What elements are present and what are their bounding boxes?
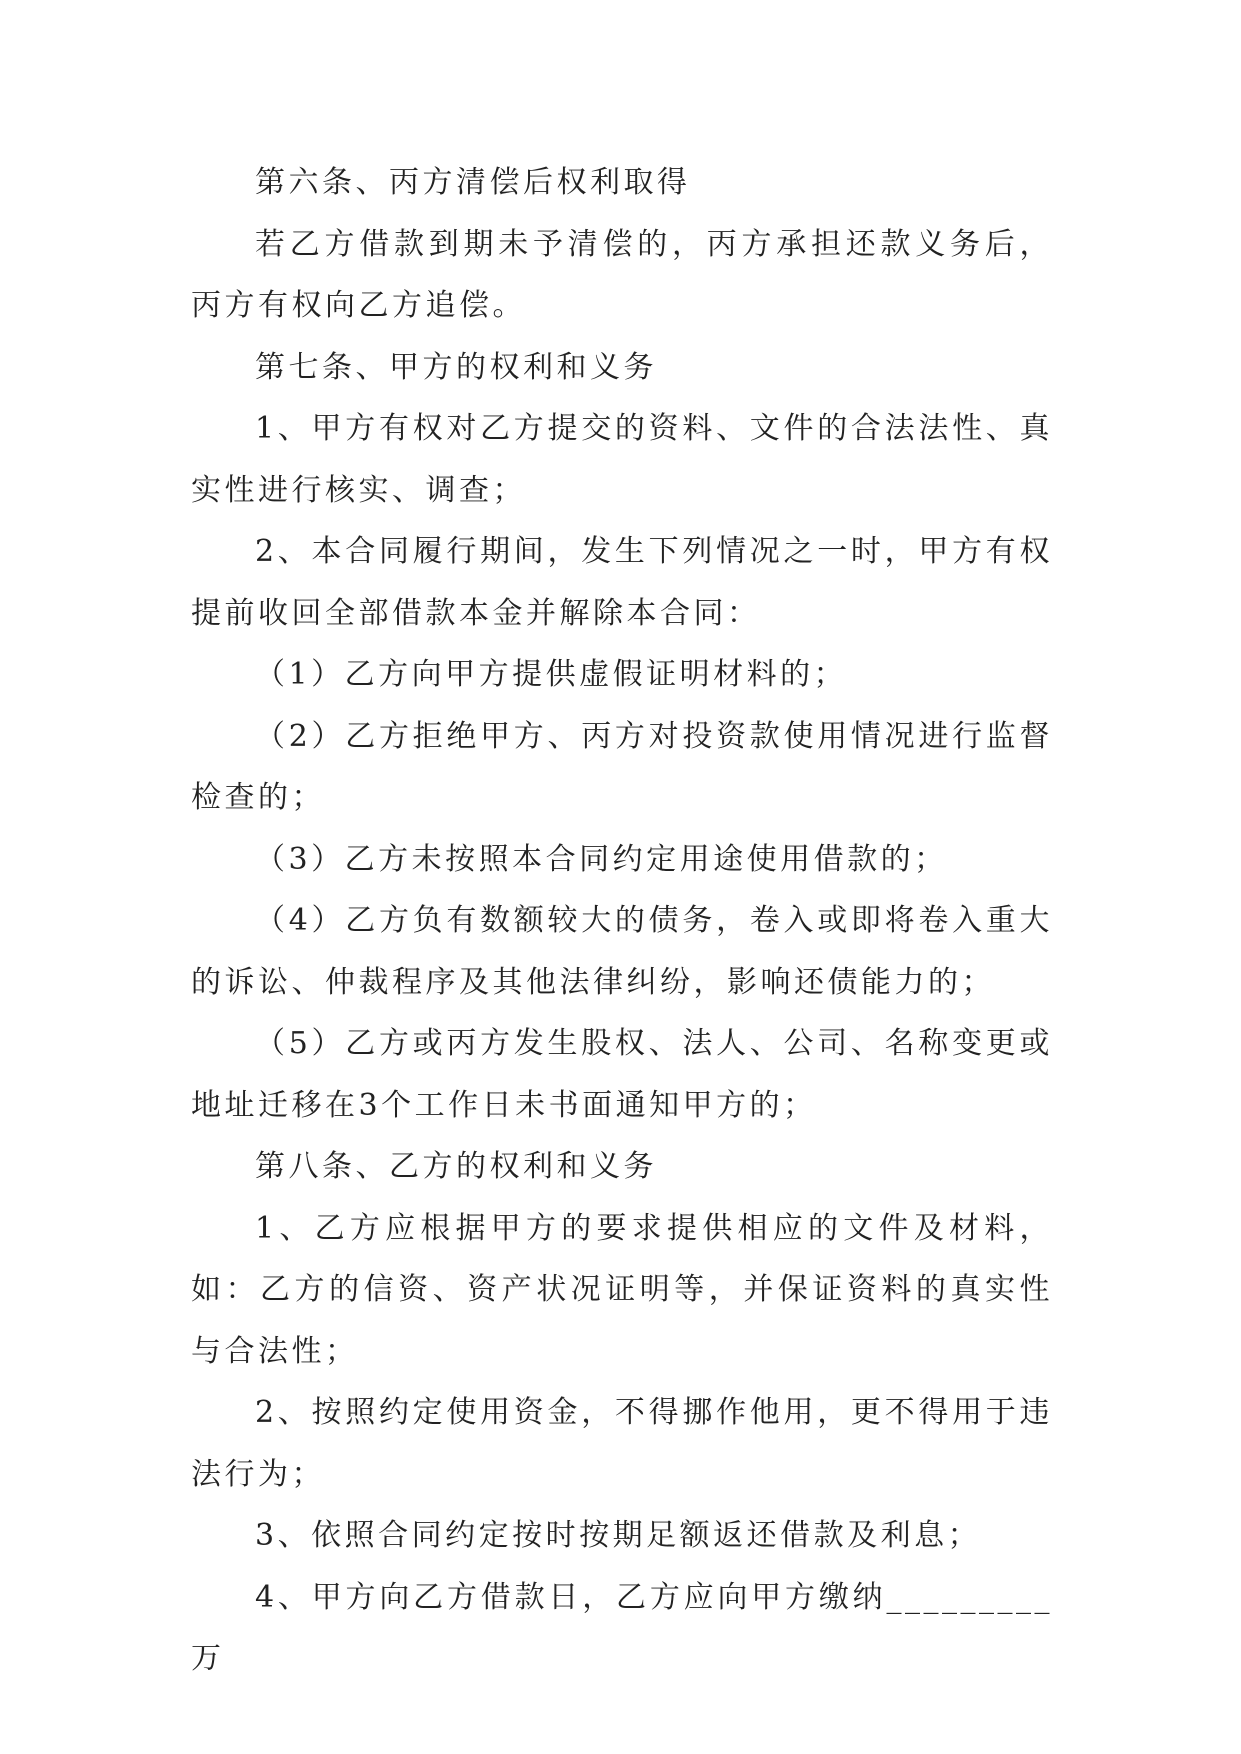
article-8-item-3: 3、依照合同约定按时按期足额返还借款及利息； [255, 1518, 982, 1553]
article-7-subitem-3: （3）乙方未按照本合同约定用途使用借款的； [255, 841, 948, 877]
contract-body [191, 152, 1053, 1690]
article-7-item-1: 1、甲方有权对乙方提交的资料、文件的合法法性、真实性进行核实、调查； [191, 411, 1053, 508]
article-7-subitem-5: （5）乙方或丙方发生股权、法人、公司、名称变更或地址迁移在3个工作日未书面通知甲方的； [191, 1026, 1053, 1123]
article-6-clause: 若乙方借款到期未予清偿的，丙方承担还款义务后，丙方有权向乙方追偿。 [191, 226, 1053, 323]
article-7-heading: 第七条、甲方的权利和义务 [255, 349, 657, 385]
article-7-subitem-4: （4）乙方负有数额较大的债务，卷入或即将卷入重大的诉讼、仲裁程序及其他法律纠纷，影响还债能力的； [191, 903, 1053, 1000]
article-8-item-4: 4、甲方向乙方借款日，乙方应向甲方缴纳_________万 [191, 1579, 1053, 1676]
article-8-item-2: 2、按照约定使用资金，不得挪作他用，更不得用于违法行为； [191, 1395, 1053, 1492]
article-6-heading: 第六条、丙方清偿后权利取得 [255, 165, 691, 200]
article-8-heading: 第八条、乙方的权利和义务 [255, 1149, 657, 1184]
article-7-subitem-1: （1）乙方向甲方提供虚假证明材料的； [255, 657, 848, 692]
article-7-subitem-2: （2）乙方拒绝甲方、丙方对投资款使用情况进行监督检查的； [191, 718, 1053, 815]
article-7-item-2: 2、本合同履行期间，发生下列情况之一时，甲方有权提前收回全部借款本金并解除本合同： [191, 534, 1053, 631]
article-8-item-1: 1、乙方应根据甲方的要求提供相应的文件及材料，如：乙方的信资、资产状况证明等，并保证资料的真实性与合法性； [191, 1210, 1053, 1369]
